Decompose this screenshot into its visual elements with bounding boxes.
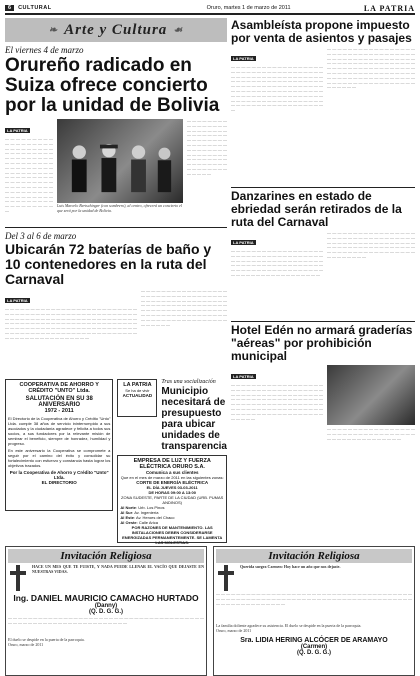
- invitation-right-title: Invitación Religiosa: [216, 549, 412, 563]
- invitations-row: [5, 546, 415, 676]
- tras-kicker: Tras una socialización: [161, 379, 216, 385]
- patria-box-brand: LA PATRIA: [123, 382, 152, 388]
- sector-row: Al Oeste: Calle Arica: [120, 520, 158, 525]
- lead-photo-caption: Luis Marcelo Bertschinger (con sombrero), al centro, ofrecerá un concierto el que será por la unidad de Bolivia.: [57, 203, 183, 213]
- patria-box-line1: Se ha de vivir: [125, 388, 150, 393]
- invitation-right-footer: La familia doliente agradece su asistencia. El duelo se despide en la puerta de la parroquia.: [216, 623, 362, 628]
- assembly-tag: LA PATRIA: [233, 56, 254, 61]
- invitation-left-footer: El duelo se despide en la puerta de la parroquia.: [8, 637, 85, 642]
- empresa-ad: [117, 455, 227, 543]
- right-column: [231, 18, 415, 543]
- hotel-photo: [327, 365, 415, 425]
- baterias-headline: Ubicarán 72 baterías de baño y 10 contenedores en la ruta del Carnaval: [5, 241, 212, 287]
- invitation-right-nickname: (Carmen): [300, 643, 328, 650]
- cooperative-ad: [5, 379, 113, 511]
- baterias-kicker: Del 3 al 6 de marzo: [5, 231, 77, 241]
- hotel-headline: Hotel Edén no armará graderías "aéreas" por prohibición municipal: [231, 323, 413, 363]
- patria-box: [117, 379, 157, 417]
- invitation-left-title: Invitación Religiosa: [8, 549, 204, 563]
- page-number: 6: [5, 5, 14, 11]
- invitation-left-nickname: (Danny): [94, 603, 118, 609]
- invitation-right-date: Oruro, marzo de 2011: [216, 627, 252, 633]
- lead-body-text: — — — — — — — — — — — — — — — — — — — — — — — — — — — — — — — — — — — — — — — — — — — — — — — — — — — — — — — — — — — — — — — — — — — — — — — — — — — — — — — — — — — — — — — — — — — — — — — — — — — — — — — — — — — — — — — — — — — — — — — — — — — — — — — — — — — — — — — —: [5, 137, 53, 213]
- baterias-tag: LA PATRIA: [7, 298, 28, 303]
- invitation-right-intro: Querida suegra Carmen: Hoy hace un año que nos dejaste.: [240, 564, 341, 569]
- baterias-side-text: — — — — — — — — — — — — — — — — — — — — — — — — — — — — — — — — — — — — — — — — — — — — — — — — — — — — — — — — — — — — — — — — — — — — — — — — — — — — — — — — — — — — — — — — — — — — — — — — — — — — — — — — — — — — — — — — — — — — — — — — — — — — —: [141, 289, 227, 327]
- lead-photo-figures: [57, 119, 183, 203]
- danzarines-tag: LA PATRIA: [233, 240, 254, 245]
- coop-greeting: SALUTACIÓN EN SU 38 ANIVERSARIO: [25, 396, 93, 408]
- coop-sign2: EL DIRECTORIO: [41, 480, 77, 485]
- sector-row: Al Norte: Urb. Los Pinos: [120, 505, 165, 510]
- invitation-left-intro: HACE UN MES QUE TE FUISTE, Y NADA PUEDE LLENAR EL VACÍO QUE DEJASTE EN NUESTRAS VIDAS.: [32, 564, 204, 574]
- coop-closing: En este aniversario la Cooperativa se compromete a seguir por el camino del éxito y consolidar su fortalecimiento con esfuerzo y constancia hasta lograr los objetivos trazados.: [8, 448, 111, 468]
- banner-title: Arte y Cultura: [64, 21, 168, 38]
- invitation-left-date: Oruro, marzo de 2011: [8, 641, 44, 647]
- invitation-left: [5, 546, 207, 676]
- left-column: [5, 18, 227, 543]
- empresa-zone-label: CORTE DE ENERGÍA ELÉCTRICA: [136, 480, 209, 485]
- tras-headline: Municipio necesitará de presupuesto para ubicar unidades de transparencia: [161, 386, 227, 452]
- hotel-tag: LA PATRIA: [233, 374, 254, 379]
- empresa-body: Que en el mes de marzo de 2011 en las siguientes zonas:: [120, 475, 224, 480]
- empresa-subtitle: Comunica a sus clientes: [145, 470, 199, 475]
- issue-date: Oruro, martes 1 de marzo de 2011: [206, 5, 291, 11]
- cross-icon: [216, 565, 236, 591]
- invitation-right-name: Sra. LIDIA HERING ALCÓCER DE ARAMAYO: [240, 636, 388, 644]
- ornament-right: ☙: [173, 24, 184, 36]
- lead-kicker: El viernes 4 de marzo: [5, 45, 84, 55]
- empresa-date-line: EL DÍA JUEVES 03-03-2011: [146, 485, 198, 490]
- section-banner: [5, 18, 227, 42]
- empresa-footer: POR RAZONES DE MANTENIMIENTO. LAS INSTALACIONES DEBEN CONSIDERARSE ENERGIZADAS PERMANENTEMENTE. SE LAMENTA LAS MOLESTIAS.: [122, 525, 223, 545]
- coop-sign1: Por la Cooperativa de Ahorro y Crédito "Unto" Ltda.: [9, 470, 109, 480]
- page-header: [5, 3, 415, 15]
- empresa-areas: ZONA SUDESTE, PARTE DE LA CIUDAD (URB. PUMAS ANDINOS): [121, 495, 224, 505]
- danzarines-side-text: — — — — — — — — — — — — — — — — — — — — — — — — — — — — — — — — — — — — — — — — — — — — — — — — — — — — — — — — — — — — — — — — — — — — — — — — — — — — — — — — — — — — — — — — — — — — —: [327, 231, 415, 259]
- lead-tag: LA PATRIA: [7, 128, 28, 133]
- invitation-right-qdg: (Q. D. G. G.): [297, 649, 331, 656]
- newspaper-brand: LA PATRIA: [363, 3, 415, 13]
- sector-row: Al Sur: Av. Ingeniería: [120, 510, 159, 515]
- lead-side-text: — — — — — — — — — — — — — — — — — — — — — — — — — — — — — — — — — — — — — — — — — — — — — — — — — — — — — — — — — — — — — — — — — — — — — — — — — — — — — — — — — — — — — — — — — — — — —: [187, 119, 227, 176]
- assembly-side-text: — — — — — — — — — — — — — — — — — — — — — — — — — — — — — — — — — — — — — — — — — — — — — — — — — — — — — — — — — — — — — — — — — — — — — — — — — — — — — — — — — — — — — — — — — — — — — — — — — — — — — — — — — — — — — — — — — — — — — — — — — — — — — — — — — — — — — — — — — — — — — —: [327, 47, 415, 90]
- section-name: CULTURAL: [18, 5, 52, 11]
- assembly-body-text: — — — — — — — — — — — — — — — — — — — — — — — — — — — — — — — — — — — — — — — — — — — — — — — — — — — — — — — — — — — — — — — — — — — — — — — — — — — — — — — — — — — — — — — — — — — — — — — — — — — — — — — — — — — — — — — — — — — — — — — — — — — — — — — — — — — — — — — — — — — — — — — — — — — — — — — — — — — — — — — — — — —: [231, 65, 323, 113]
- baterias-body-text: — — — — — — — — — — — — — — — — — — — — — — — — — — — — — — — — — — — — — — — — — — — — — — — — — — — — — — — — — — — — — — — — — — — — — — — — — — — — — — — — — — — — — — — — — — — — — — — — — — — — — — — — — — — — — — — — — — — — — — — — — — — — — — — — — — — — — — — — — — — — — — — — — — — — — — — — — — — — — — — — — — — — — — — — — — — — —: [5, 307, 137, 340]
- assembly-headline: Asambleísta propone impuesto por venta de asientos y pasajes: [231, 18, 412, 45]
- invitation-left-qdg: (Q. D. G. G.): [89, 609, 123, 615]
- patria-box-line2: ACTUALIDAD: [122, 393, 153, 398]
- invitation-right-body: — — — — — — — — — — — — — — — — — — — — — — — — — — — — — — — — — — — — — — — — — — — — — — — — — — — — — — — — — — — — — — — — — — — — — — — — — — — — — — — — — — — — — — — — — — — —: [216, 592, 412, 606]
- invitation-left-body: — — — — — — — — — — — — — — — — — — — — — — — — — — — — — — — — — — — — — — — — — — — — — — — — — — — — — — — — — — — — — — —: [8, 616, 204, 625]
- coop-years: 1972 - 2011: [44, 408, 74, 414]
- lead-photo: [57, 119, 183, 203]
- invitation-left-name: Ing. DANIEL MAURICIO CAMACHO HURTADO: [13, 593, 199, 603]
- coop-body: El Directorio de la Cooperativa de Ahorro y Crédito "Unto" Ltda. cumple 38 años de servicio ininterrumpido a sus asociados y la ciudadanía agradece y felicita a todos sus socios, a sus fundadores por la relevante misión de sembrar el beneficio, siempre de honradez, humildad y progreso.: [8, 416, 111, 446]
- ornament-left: ❧: [48, 24, 59, 36]
- hotel-body-text: — — — — — — — — — — — — — — — — — — — — — — — — — — — — — — — — — — — — — — — — — — — — — — — — — — — — — — — — — — — — — — — — — — — — — — — — — — — — — — — — — — — — — — — — — — — — — — — — — — — — — — — — — — — — — — — — — — — — — — — — — — — — — — — — — — —: [231, 383, 323, 421]
- cross-icon: [8, 565, 28, 591]
- danzarines-headline: Danzarines en estado de ebriedad serán retirados de la ruta del Carnaval: [231, 189, 402, 229]
- empresa-sectors: [120, 505, 224, 525]
- sector-row: Al Este: Av. Heroes del Chaco: [120, 515, 175, 520]
- empresa-title: EMPRESA DE LUZ Y FUERZA ELÉCTRICA ORURO S.A.: [133, 458, 211, 470]
- hotel-side-text: — — — — — — — — — — — — — — — — — — — — — — — — — — — — — — — — — — — — — — — — — — — — — — — — —: [327, 427, 415, 441]
- coop-title: COOPERATIVA DE AHORRO Y CRÉDITO "UNTO" Ltda.: [19, 382, 99, 394]
- invitation-right: [213, 546, 415, 676]
- danzarines-body-text: — — — — — — — — — — — — — — — — — — — — — — — — — — — — — — — — — — — — — — — — — — — — — — — — — — — — — — — — — — — — — — — — — — — — — — — — — — — — — — — — — — — — — — — — — — — — — — — — — — — — — — — — — — — —: [231, 249, 323, 277]
- lead-headline: Orureño radicado en Suiza ofrece concierto por la unidad de Bolivia: [5, 55, 220, 116]
- empresa-hours: DE HORAS 09:00 A 13:00: [148, 490, 196, 495]
